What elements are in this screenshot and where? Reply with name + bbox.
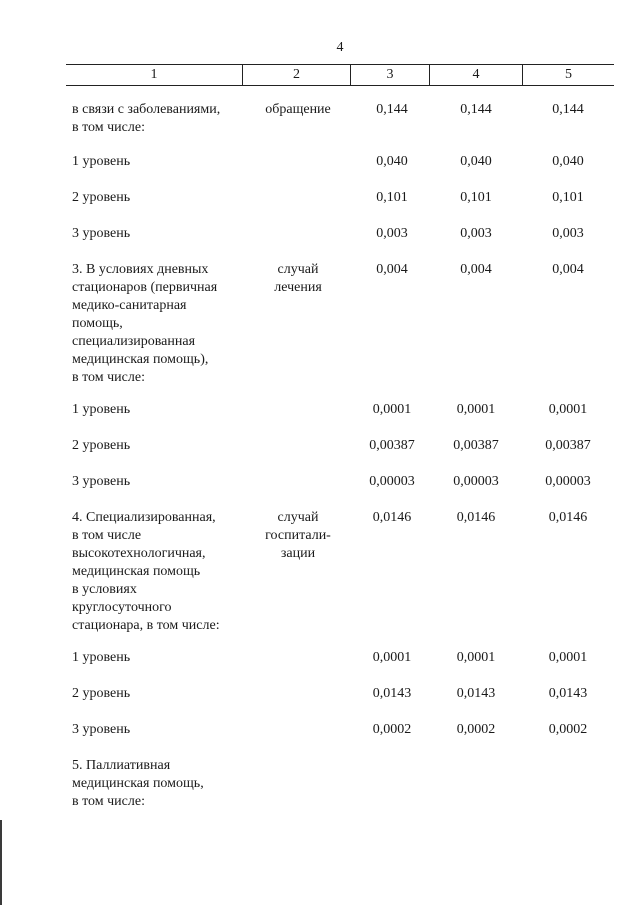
row-label-line: 5. Паллиативная <box>72 758 171 773</box>
value-col-4: 0,144 <box>460 102 492 117</box>
row-label-line: 3 уровень <box>72 722 131 737</box>
row-label-line: в том числе <box>72 528 142 543</box>
value-col-3: 0,101 <box>376 190 408 205</box>
value-col-5: 0,144 <box>552 102 584 117</box>
row-label <box>72 189 247 207</box>
row-label-line: в том числе: <box>72 794 145 809</box>
value-col-4: 0,0001 <box>456 650 496 665</box>
value-col-3: 0,0001 <box>372 650 412 665</box>
row-label-line: помощь, <box>72 316 123 331</box>
row-label <box>72 437 247 455</box>
row-unit <box>255 101 341 119</box>
row-label-line: медицинская помощь <box>72 564 201 579</box>
value-col-3: 0,0001 <box>372 402 412 417</box>
value-col-5: 0,0001 <box>548 402 588 417</box>
row-label <box>72 685 247 703</box>
row-label-line: 4. Специализированная, <box>72 510 216 525</box>
page-number: 4 <box>336 40 344 55</box>
row-label-line: стационара, в том числе: <box>72 618 220 633</box>
row-label-line: в том числе: <box>72 120 145 135</box>
value-col-5: 0,0002 <box>548 722 588 737</box>
row-label <box>72 721 247 739</box>
row-label <box>72 261 247 387</box>
value-col-4: 0,0001 <box>456 402 496 417</box>
row-label <box>72 101 247 137</box>
header-col-4: 4 <box>472 67 480 82</box>
row-label-line: медико-санитарная <box>72 298 187 313</box>
value-col-3: 0,00003 <box>369 474 415 489</box>
value-col-4: 0,040 <box>460 154 492 169</box>
value-col-4: 0,101 <box>460 190 492 205</box>
value-col-5: 0,00003 <box>545 474 591 489</box>
row-label <box>72 401 247 419</box>
value-col-5: 0,0146 <box>548 510 588 525</box>
row-label-line: 3 уровень <box>72 226 131 241</box>
value-col-5: 0,040 <box>552 154 584 169</box>
value-col-3: 0,004 <box>376 262 408 277</box>
row-label-line: 1 уровень <box>72 402 131 417</box>
header-col-3: 3 <box>386 67 394 82</box>
row-label <box>72 509 247 635</box>
value-col-5: 0,101 <box>552 190 584 205</box>
scan-edge-mark <box>0 820 2 905</box>
value-col-4: 0,00387 <box>453 438 499 453</box>
value-col-5: 0,00387 <box>545 438 591 453</box>
row-label-line: высокотехнологичная, <box>72 546 206 561</box>
row-label <box>72 757 247 811</box>
row-label-line: в условиях <box>72 582 137 597</box>
row-label <box>72 649 247 667</box>
row-label-line: медицинская помощь, <box>72 776 204 791</box>
value-col-3: 0,0146 <box>372 510 412 525</box>
row-label-line: 2 уровень <box>72 438 131 453</box>
value-col-3: 0,003 <box>376 226 408 241</box>
value-col-3: 0,144 <box>376 102 408 117</box>
row-label-line: 2 уровень <box>72 190 131 205</box>
value-col-4: 0,003 <box>460 226 492 241</box>
row-label <box>72 225 247 243</box>
value-col-4: 0,0146 <box>456 510 496 525</box>
table-header <box>66 64 614 86</box>
value-col-3: 0,0143 <box>372 686 412 701</box>
value-col-3: 0,040 <box>376 154 408 169</box>
row-label-line: в том числе: <box>72 370 145 385</box>
row-label-line: медицинская помощь), <box>72 352 209 367</box>
row-label-line: круглосуточного <box>72 600 172 615</box>
row-label-line: 1 уровень <box>72 154 131 169</box>
value-col-4: 0,0002 <box>456 722 496 737</box>
row-unit-line: обращение <box>265 102 331 117</box>
value-col-4: 0,0143 <box>456 686 496 701</box>
row-label-line: стационаров (первичная <box>72 280 218 295</box>
row-label-line: 3 уровень <box>72 474 131 489</box>
row-label-line: 1 уровень <box>72 650 131 665</box>
row-label-line: в связи с заболеваниями, <box>72 102 221 117</box>
row-unit-line: случай <box>277 262 319 277</box>
value-col-3: 0,00387 <box>369 438 415 453</box>
row-unit-line: госпитали- <box>265 528 331 543</box>
row-label-line: 3. В условиях дневных <box>72 262 209 277</box>
value-col-4: 0,004 <box>460 262 492 277</box>
row-unit-line: случай <box>277 510 319 525</box>
row-unit <box>255 509 341 563</box>
value-col-5: 0,0143 <box>548 686 588 701</box>
row-label-line: 2 уровень <box>72 686 131 701</box>
value-col-5: 0,0001 <box>548 650 588 665</box>
value-col-5: 0,003 <box>552 226 584 241</box>
row-label <box>72 153 247 171</box>
value-col-4: 0,00003 <box>453 474 499 489</box>
header-col-1: 1 <box>150 67 158 82</box>
row-unit-line: лечения <box>274 280 322 295</box>
header-col-2: 2 <box>293 67 300 82</box>
header-col-5: 5 <box>565 67 572 82</box>
row-unit <box>255 261 341 297</box>
value-col-3: 0,0002 <box>372 722 412 737</box>
row-label <box>72 473 247 491</box>
row-label-line: специализированная <box>72 334 196 349</box>
row-unit-line: зации <box>280 546 316 561</box>
value-col-5: 0,004 <box>552 262 584 277</box>
